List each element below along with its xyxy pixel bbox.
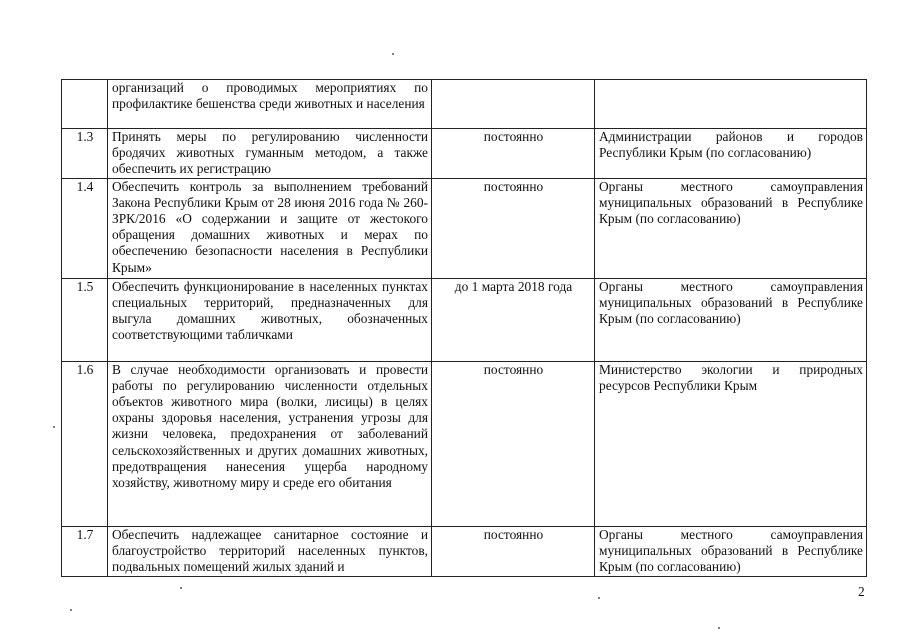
table-row	[62, 129, 867, 179]
scan-speck	[53, 426, 55, 428]
deadline-cell: постоянно	[432, 526, 595, 576]
deadline-cell: постоянно	[432, 361, 595, 526]
measure-description: В случае необходимости организовать и провести работы по регулированию численности отдельных объектов животного мира (волки, лисицы) в целях охраны здоровья населения, устранения угрозы для жизни человека, предохранения от заболеваний сельскохозяйственных и других домашних животных, предотвращения нанесения ущерба народному хозяйству, животному миру и среде его обитания	[108, 361, 432, 526]
responsible-cell: Органы местного самоуправления муниципальных образований в Республике Крым (по согласованию)	[595, 526, 867, 576]
scan-speck	[598, 597, 600, 599]
row-number: 1.5	[62, 278, 108, 361]
scan-speck	[718, 627, 720, 629]
measure-description: организаций о проводимых мероприятиях по профилактике бешенства среди животных и населения	[108, 80, 432, 129]
responsible-cell: Органы местного самоуправления муниципальных образований в Республике Крым (по согласованию)	[595, 278, 867, 361]
measures-table	[61, 79, 867, 577]
responsible-cell: Органы местного самоуправления муниципальных образований в Республике Крым (по согласованию)	[595, 178, 867, 278]
responsible-cell: Администрации районов и городов Республики Крым (по согласованию)	[595, 129, 867, 179]
row-number: 1.4	[62, 178, 108, 278]
table-row	[62, 178, 867, 278]
table-row	[62, 278, 867, 361]
scan-speck	[180, 587, 182, 589]
measure-description: Принять меры по регулированию численности бродячих животных гуманным методом, а также обеспечить их регистрацию	[108, 129, 432, 179]
measure-description: Обеспечить надлежащее санитарное состояние и благоустройство территорий населенных пунктов, подвальных помещений жилых зданий и	[108, 526, 432, 576]
scan-speck	[70, 609, 72, 611]
row-number: 1.3	[62, 129, 108, 179]
deadline-cell: постоянно	[432, 178, 595, 278]
deadline-cell: до 1 марта 2018 года	[432, 278, 595, 361]
table-row	[62, 361, 867, 526]
measure-description: Обеспечить контроль за выполнением требований Закона Республики Крым от 28 июня 2016 года № 260-ЗРК/2016 «О содержании и защите от жестокого обращения домашних животных и мерах по обеспечению безопасности населения в Республики Крым»	[108, 178, 432, 278]
row-number: 1.7	[62, 526, 108, 576]
scan-speck	[392, 53, 394, 55]
table-row	[62, 80, 867, 129]
table-row	[62, 526, 867, 576]
row-number: 1.6	[62, 361, 108, 526]
responsible-cell	[595, 80, 867, 129]
deadline-cell: постоянно	[432, 129, 595, 179]
responsible-cell: Министерство экологии и природных ресурсов Республики Крым	[595, 361, 867, 526]
deadline-cell	[432, 80, 595, 129]
row-number	[62, 80, 108, 129]
measure-description: Обеспечить функционирование в населенных пунктах специальных территорий, предназначенных для выгула домашних животных, обозначенных соответствующими табличками	[108, 278, 432, 361]
page-number: 2	[858, 584, 865, 599]
